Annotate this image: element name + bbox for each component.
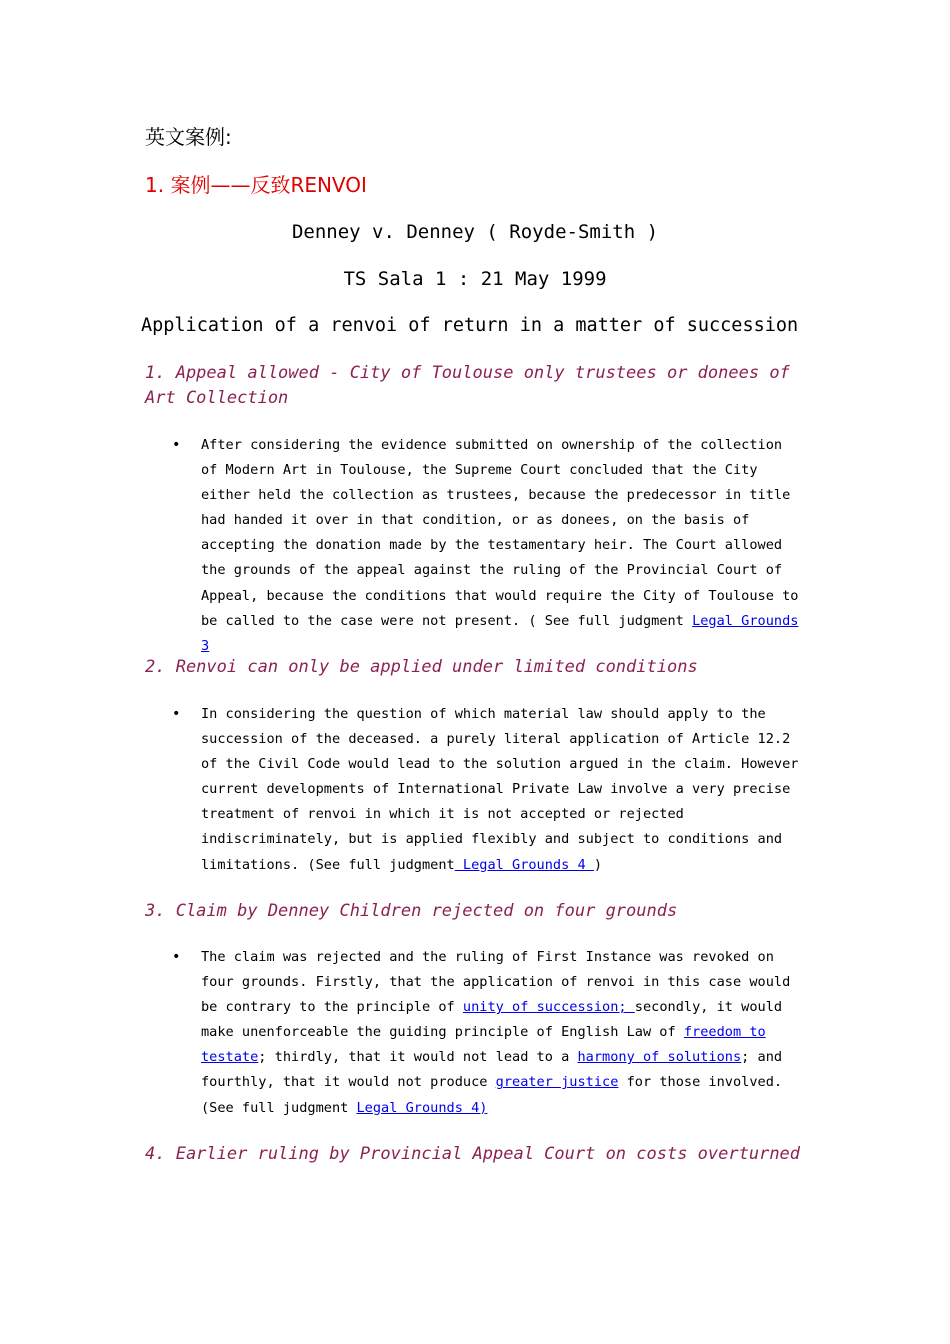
bullet-icon: • (172, 706, 181, 722)
greater-justice-link[interactable]: greater justice (495, 1074, 619, 1091)
case-title: Denney v. Denney ( Royde-Smith ) (291, 221, 659, 243)
section-1-paragraph: After considering the evidence submitted on ownership of the collection of Modern Art in Toulouse, the Supreme Court concluded that the City either held the collection as trustees, because the predecessor in title had handed it over in that condition, or as donees, on the basis of accepting the donation made by the testamentary heir. The Court allowed the grounds of the appeal against the ruling of the Provincial Court of Appeal, because the conditions that would require the City of Toulouse to be called to the case were not present. ( See full judgment Legal Grounds 3 (201, 437, 799, 654)
list-item (145, 945, 805, 1121)
legal-grounds-4-link[interactable]: Legal Grounds 4 (454, 856, 594, 873)
legal-grounds-4-link-b[interactable]: Legal Grounds 4) (356, 1099, 488, 1116)
court-line: TS Sala 1 : 21 May 1999 (343, 268, 607, 290)
section-heading-4: 4. Earlier ruling by Provincial Appeal Court on costs overturned (145, 1144, 801, 1164)
harmony-of-solutions-link[interactable]: harmony of solutions (577, 1049, 742, 1066)
bullet-icon: • (172, 437, 181, 453)
list-item (145, 433, 805, 659)
section-1-list (145, 433, 805, 659)
freedom-to-testate-link[interactable]: freedom to testate (201, 1024, 766, 1066)
bullet-icon: • (172, 949, 181, 965)
legal-grounds-3-link[interactable]: Legal Grounds 3 (201, 612, 799, 654)
section-heading-3: 3. Claim by Denney Children rejected on four grounds (145, 901, 678, 921)
case-header-red: 1. 案例——反致RENVOI (145, 173, 367, 197)
section-2-paragraph: In considering the question of which material law should apply to the succession of the deceased. a purely literal application of Article 12.2 of the Civil Code would lead to the solution argued in the claim. However current developments of International Private Law involve a very precise treatment of renvoi in which it is not accepted or rejected indiscriminately, but is applied flexibly and subject to conditions and limitations. (See full judgment Legal Grounds 4 ) (201, 706, 799, 873)
list-item (145, 702, 805, 878)
section-heading-2: 2. Renvoi can only be applied under limited conditions (145, 657, 698, 677)
section-heading-1: 1. Appeal allowed - City of Toulouse only trustees or donees of Art Collection (145, 363, 790, 408)
section-2-list (145, 702, 805, 878)
section-3-paragraph: The claim was rejected and the ruling of First Instance was revoked on four grounds. Firstly, that the application of renvoi in this case would be contrary to the principle of unity of succession; secondly, it would make unenforceable the guiding principle of English Law of freedom to testate; thirdly, that it would not lead to a harmony of solutions; and fourthly, that it would not produce greater justice for those involved. (See full judgment Legal Grounds 4) (201, 949, 791, 1116)
chinese-header: 英文案例: (145, 125, 232, 149)
unity-of-succession-link[interactable]: unity of succession; (462, 999, 635, 1016)
section-3-list (145, 945, 805, 1121)
case-subject: Application of a renvoi of return in a matter of succession (141, 315, 799, 336)
